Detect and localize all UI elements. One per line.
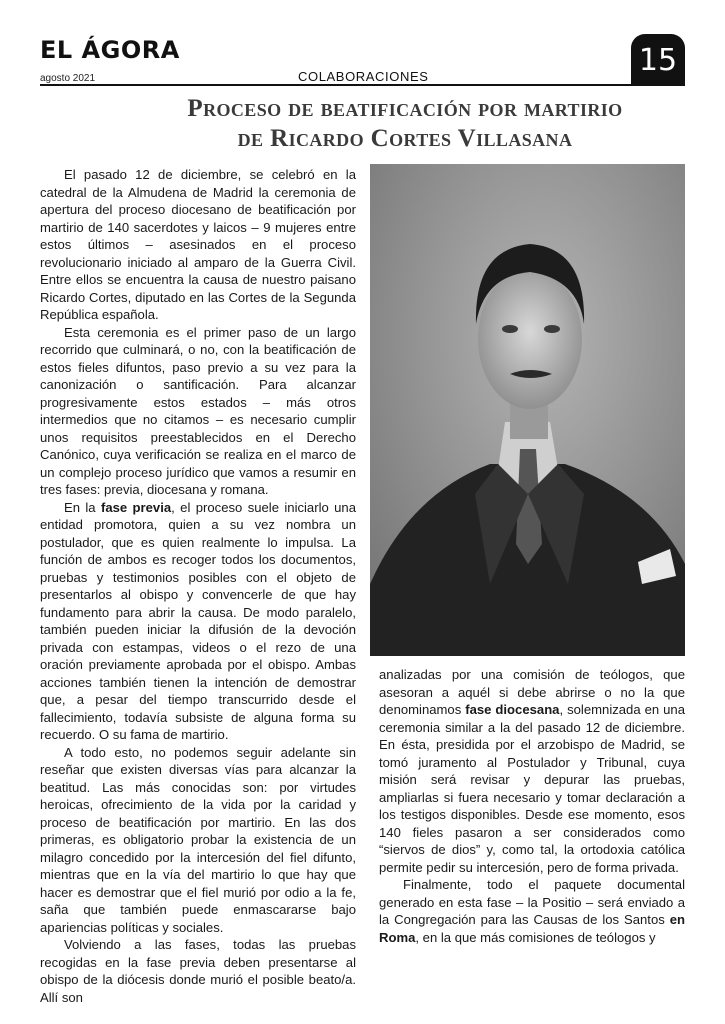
paragraph-text: analizadas por una comisión de teólogos, que asesoran a aquél si debe abrirse o no la que denominamos	[379, 667, 685, 717]
masthead-logo: EL ÁGORA	[40, 36, 180, 64]
article-title-line-2: de Ricardo Cortes Villasana	[237, 125, 573, 152]
portrait-image	[370, 164, 685, 656]
paragraph	[40, 499, 356, 744]
paragraph-text: , en la que más comisiones de teólogos y	[415, 929, 656, 945]
bold-term: fase diocesana	[465, 702, 560, 717]
bold-term: en Roma	[379, 912, 685, 945]
paragraph-text: En la	[64, 499, 101, 515]
section-label: COLABORACIONES	[298, 69, 429, 84]
paragraph-text: Finalmente, todo el paquete documental generado en esta fase – la Positio – será enviado a la Congregación para las Causas de los Santos	[379, 877, 685, 927]
paragraph: Volviendo a las fases, todas las pruebas recogidas en la fase previa deben presentarse al obispo de la diócesis donde murió el posible beato/a. Allí son	[40, 937, 356, 1005]
paragraph: A todo esto, no podemos seguir adelante sin reseñar que existen diversas vías para alcanzar la beatitud. Las más conocidas son: por virtudes heroicas, ofrecimiento de la vida por la caridad y proceso de beatificación por martirio. En las dos primeras, es obligatorio probar la existencia de un milagro concedido por la intercesión del fiel difunto, mientras que en la vía del martirio lo que hay que hacer es demostrar que el fiel murió por odio a la fe, saña que también puede enmascararse bajo apariencias políticas y sociales.	[40, 744, 356, 935]
paragraph-text: , el proceso suele iniciarlo una entidad promotora, quien a su vez nombra un postulador, que es quien realmente lo impulsa. La función de ambos es recoger todos los documentos, pruebas y testimonios posibles con el objeto de presentarlos al obispo y convencerle de que hay fundamento para abrir la causa. De modo paralelo, también pueden iniciar la difusión de la devoción privada con estampas, videos o el rezo de una oración previamente aprobada por el obispo. Ambas acciones también tienen la intención de demostrar que, a pesar del tiempo transcurrido desde el fallecimiento, todavía subsiste de alguna forma su recuerdo. O su fama de martirio.	[40, 499, 356, 742]
portrait-photo	[370, 164, 685, 656]
left-column	[40, 166, 356, 1006]
issue-date: agosto 2021	[40, 73, 96, 84]
page-number: 15	[638, 42, 678, 78]
paragraph: El pasado 12 de diciembre, se celebró en la catedral de la Almudena de Madrid la ceremonia de apertura del proceso diocesano de beatificación por martirio de 140 sacerdotes y laicos – 9 mujeres entre estos últimos – asesinados en el proceso revolucionario iniciado al amparo de la Guerra Civil. Entre ellos se encuentra la causa de nuestro paisano Ricardo Cortes, diputado en las Cortes de la Segunda República española.	[40, 167, 356, 322]
paragraph-text: , solemnizada en una ceremonia similar a la del pasado 12 de diciembre. En ésta, presidida por el arzobispo de Madrid, se tomó juramento al Postulador y Tribunal, cuya misión será revisar y depurar las pruebas, ampliarlas si fuera necesario y tomar declaración a los testigos disponibles. Desde ese momento, esos 140 fieles pasaron a ser considerados como “siervos de dios” y, como tal, la ortodoxia católica permite pedir su intercesión, pero de forma privada.	[379, 702, 685, 875]
page-number-tab	[631, 34, 685, 86]
right-column	[379, 666, 685, 946]
paragraph	[379, 666, 685, 876]
header-rule	[40, 84, 685, 86]
bold-term: fase previa	[100, 499, 172, 515]
paragraph	[379, 876, 685, 946]
article-title-line-1: Proceso de beatificación por martirio	[187, 95, 623, 122]
paragraph: Esta ceremonia es el primer paso de un largo recorrido que culminará, o no, con la beatificación de estos fieles difuntos, paso previo a su vez para la canonización o santificación. Para alcanzar progresivamente estos estados – más otros intermedios que no citamos – es necesario cumplir unos requisitos preestablecidos en el Derecho Canónico, cuya verificación se realiza en el marco de un complejo proceso jurídico que vamos a resumir en tres fases: previa, diocesana y romana.	[40, 324, 356, 497]
